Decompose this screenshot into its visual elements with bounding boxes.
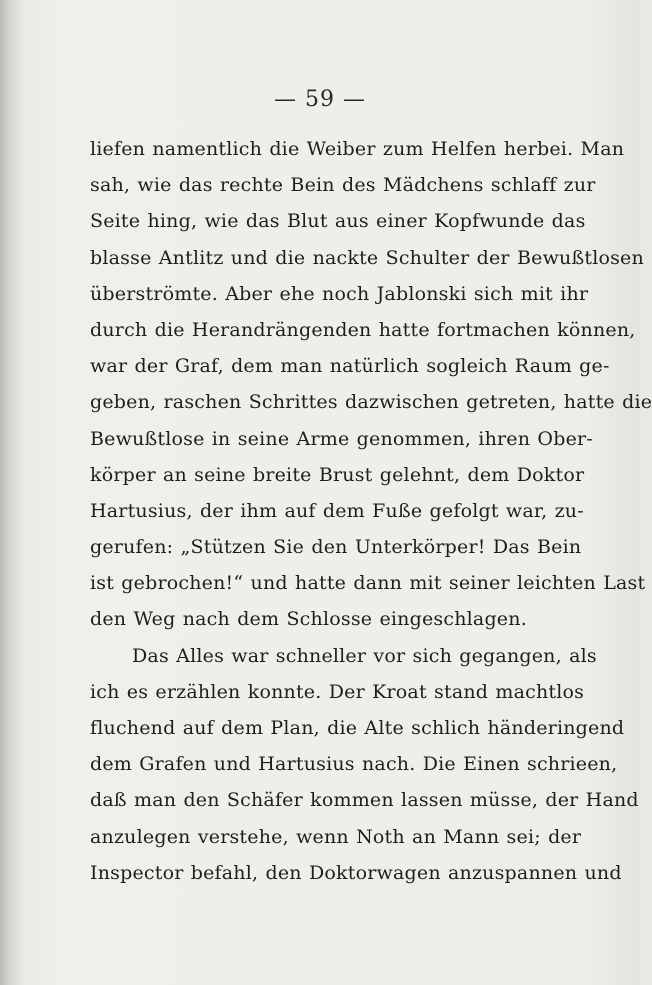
- text-line: blasse Antlitz und die nackte Schulter der Bewußtlosen: [90, 246, 644, 269]
- text-line: dem Grafen und Hartusius nach. Die Einen schrieen,: [90, 753, 618, 776]
- text-line: Inspector befahl, den Doktorwagen anzuspannen und: [90, 861, 622, 884]
- text-line: geben, raschen Schrittes dazwischen getreten, hatte die: [90, 391, 652, 414]
- text-line: fluchend auf dem Plan, die Alte schlich händeringend: [90, 717, 625, 739]
- text-line: anzulegen verstehe, wenn Noth an Mann sei; der: [90, 825, 582, 848]
- text-line: Seite hing, wie das Blut aus einer Kopfwunde das: [90, 210, 586, 233]
- text-line: Bewußtlose in seine Arme genommen, ihren Ober-: [90, 427, 593, 450]
- text-line: den Weg nach dem Schlosse eingeschlagen.: [90, 608, 527, 631]
- text-line: Hartusius, der ihm auf dem Fuße gefolgt war, zu-: [90, 499, 584, 522]
- text-line: durch die Herandrängenden hatte fortmachen können,: [90, 318, 636, 341]
- text-line: ist gebrochen!“ und hatte dann mit seiner leichten Last: [90, 572, 646, 595]
- paragraph-2: [90, 638, 639, 891]
- body-text: [90, 131, 652, 891]
- text-line: ich es erzählen konnte. Der Kroat stand machtlos: [90, 680, 585, 703]
- page-number: — 59 —: [274, 87, 366, 112]
- paragraph-1: [90, 131, 652, 638]
- text-line: Das Alles war schneller vor sich gegangen, als: [132, 644, 597, 667]
- text-line: liefen namentlich die Weiber zum Helfen herbei. Man: [90, 138, 625, 160]
- text-line: war der Graf, dem man natürlich sogleich Raum ge-: [90, 355, 610, 378]
- text-line: körper an seine breite Brust gelehnt, dem Doktor: [90, 463, 585, 486]
- text-line: überströmte. Aber ehe noch Jablonski sich mit ihr: [90, 282, 589, 305]
- text-line: daß man den Schäfer kommen lassen müsse, der Hand: [90, 789, 639, 812]
- text-line: gerufen: „Stützen Sie den Unterkörper! Das Bein: [90, 536, 582, 559]
- text-line: sah, wie das rechte Bein des Mädchens schlaff zur: [90, 174, 596, 197]
